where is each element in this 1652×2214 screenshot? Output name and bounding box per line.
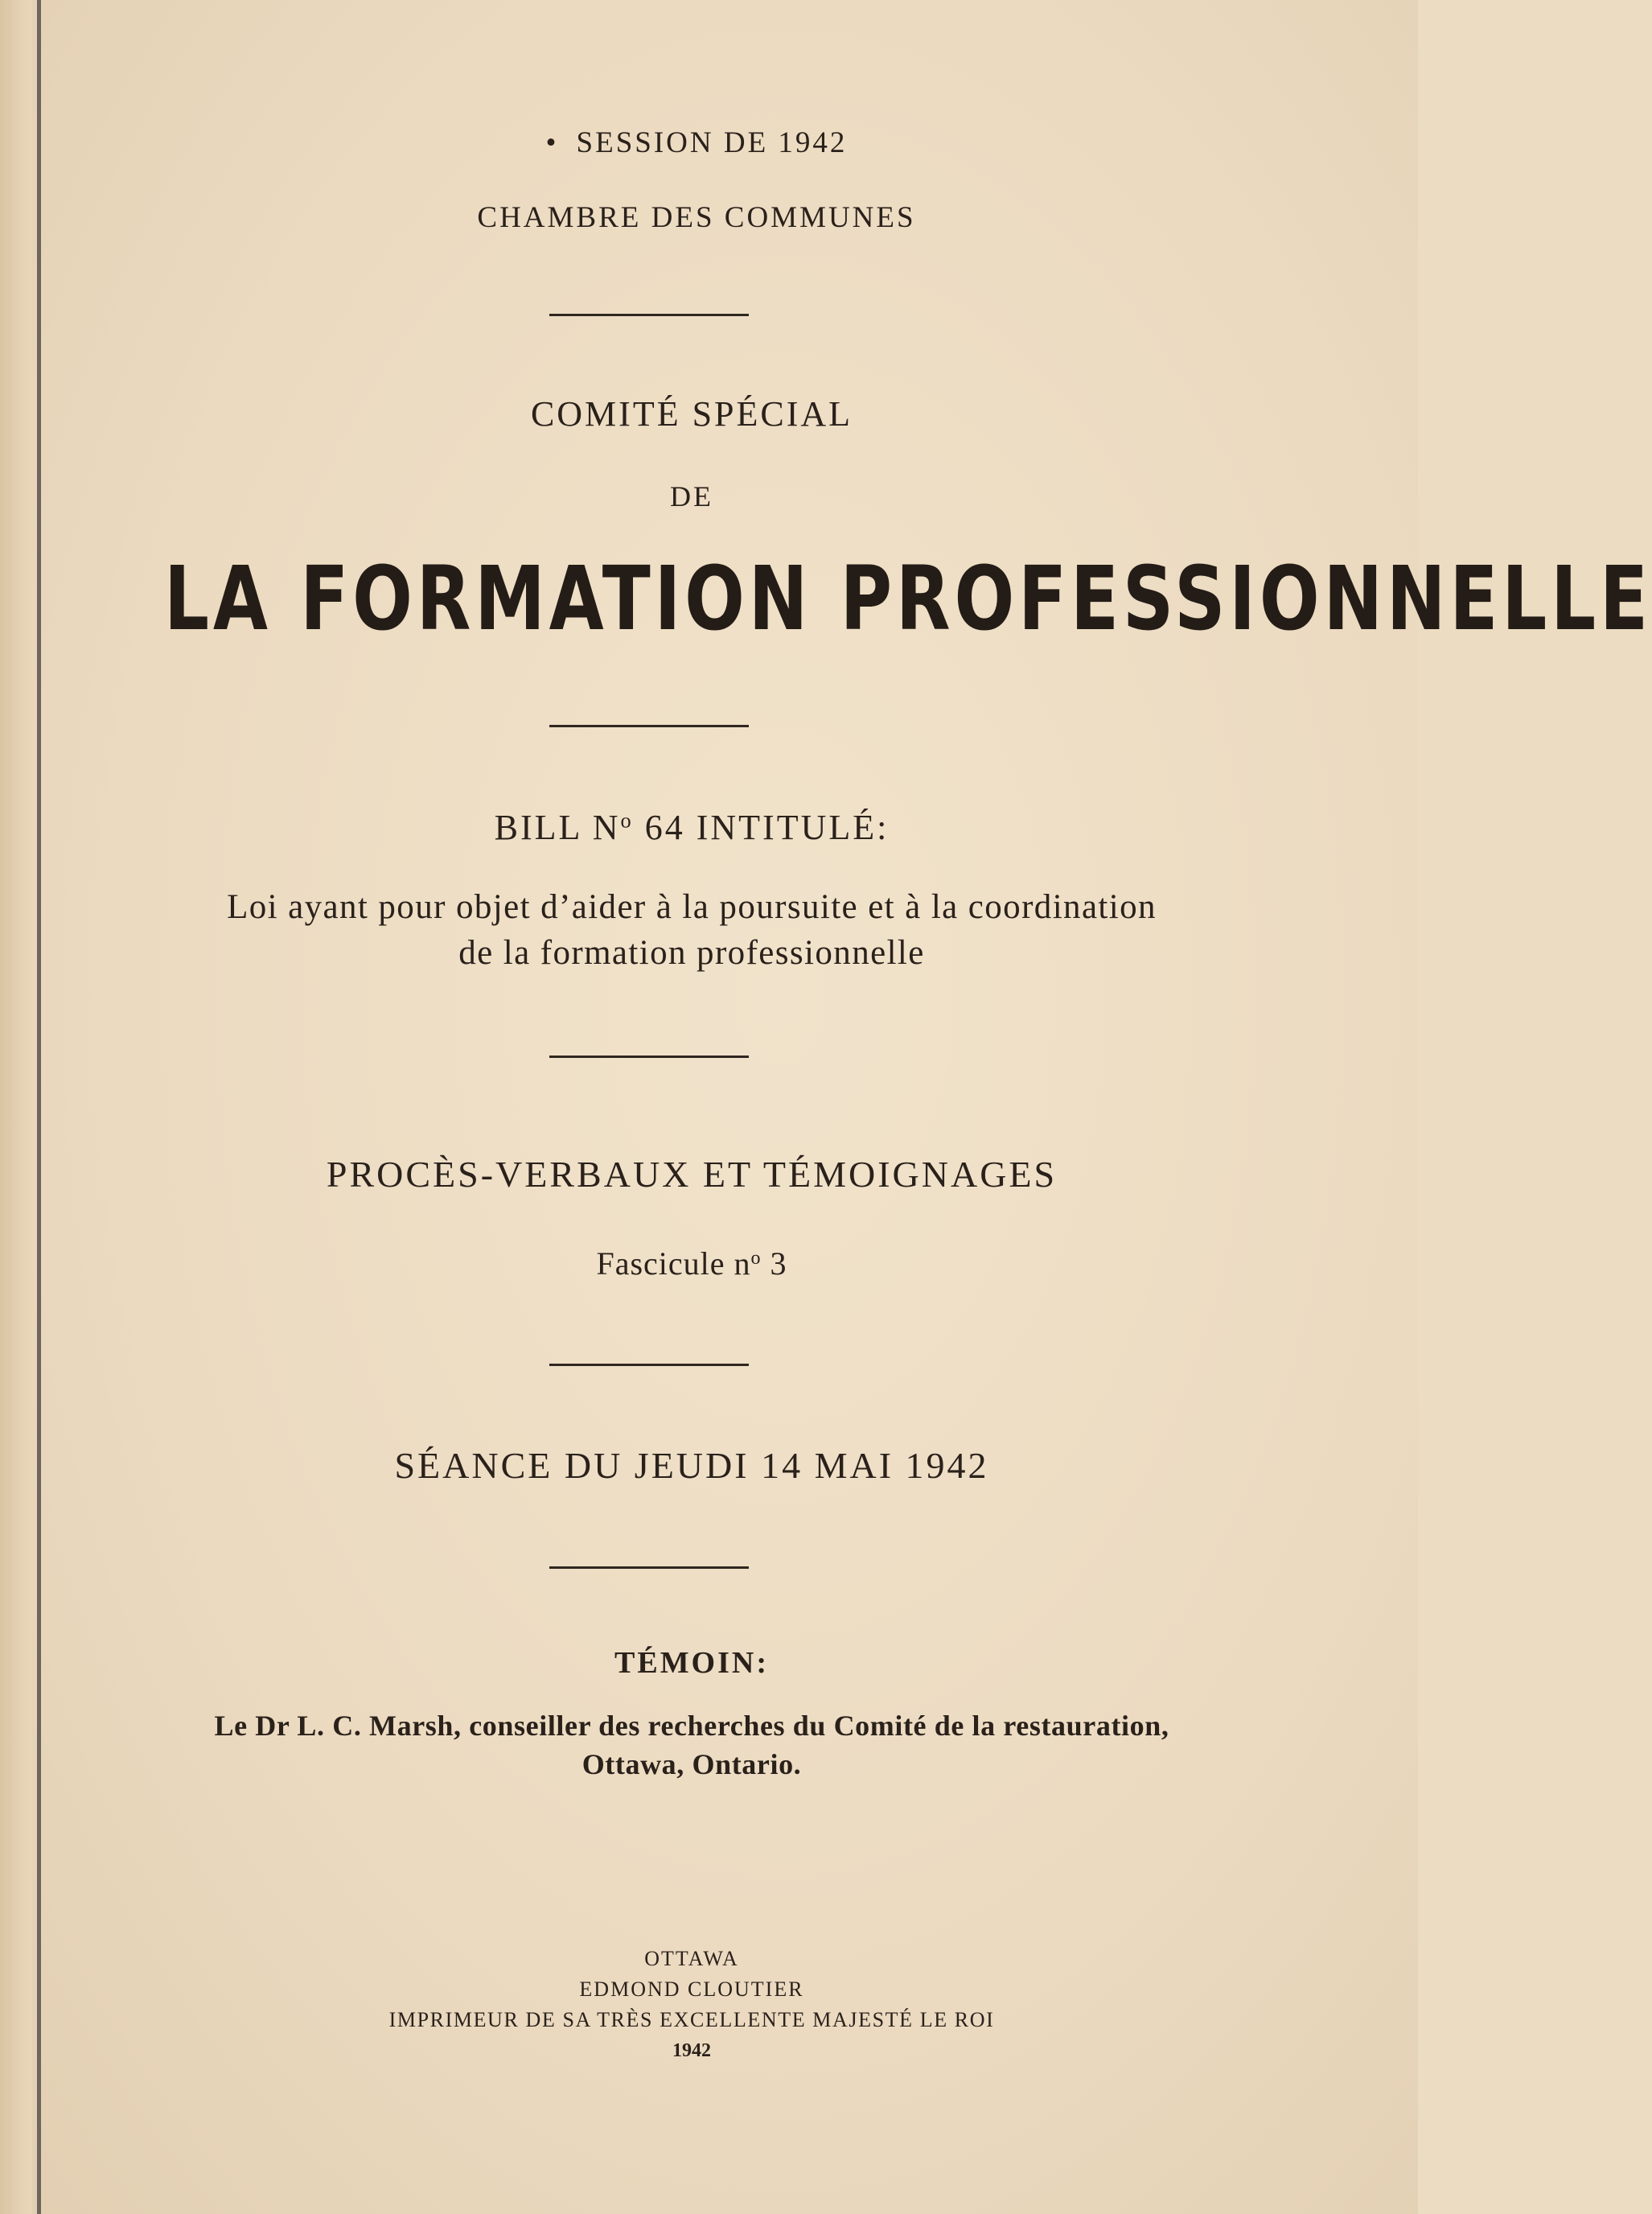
- fascicule-prefix: Fascicule n: [596, 1245, 751, 1282]
- bill-heading-prefix: BILL N: [494, 808, 621, 847]
- bill-heading-sup: o: [620, 808, 634, 833]
- witness-heading: TÉMOIN:: [614, 1646, 769, 1680]
- proceedings-title: PROCÈS-VERBAUX ET TÉMOIGNAGES: [326, 1154, 1058, 1195]
- divider-rule: [549, 314, 749, 316]
- imprint-printer: EDMOND CLOUTIER: [579, 1977, 804, 2001]
- fascicule-line: [32, 1245, 1351, 1282]
- committee-title: LA FORMATION PROFESSIONNELLE: [164, 547, 1652, 650]
- fascicule-suffix: 3: [761, 1245, 787, 1282]
- divider-rule: [549, 1056, 749, 1058]
- session-text: SESSION DE 1942: [576, 126, 848, 159]
- imprint-title: IMPRIMEUR DE SA TRÈS EXCELLENTE MAJESTÉ LE ROI: [388, 2008, 995, 2031]
- imprint-year: 1942: [672, 2040, 711, 2061]
- divider-rule: [549, 1566, 749, 1569]
- imprint-city: OTTAWA: [644, 1947, 739, 1970]
- bullet-mark: •: [545, 126, 559, 159]
- witness-line-2: Ottawa, Ontario.: [581, 1748, 802, 1780]
- committee-line-2: DE: [670, 480, 713, 512]
- sitting-title: SÉANCE DU JEUDI 14 MAI 1942: [394, 1445, 989, 1486]
- session-line: [32, 126, 1356, 160]
- bill-heading: [32, 807, 1351, 848]
- chamber-line: CHAMBRE DES COMMUNES: [477, 201, 916, 234]
- committee-title-wrap: [32, 547, 1652, 650]
- witness-line-1: Le Dr L. C. Marsh, conseiller des recherches du Comité de la restauration,: [214, 1710, 1169, 1742]
- bill-description-line-1: Loi ayant pour objet d’aider à la poursuite et à la coordination: [227, 888, 1157, 926]
- binding-margin-line: [37, 0, 41, 2214]
- page-binding-shadow: [0, 0, 32, 2214]
- bill-heading-suffix: 64 INTITULÉ:: [633, 808, 890, 847]
- divider-rule: [549, 1364, 749, 1366]
- bill-description-line-2: de la formation professionnelle: [458, 934, 925, 972]
- divider-rule: [549, 725, 749, 727]
- fascicule-sup: o: [750, 1247, 762, 1269]
- committee-line-1: COMITÉ SPÉCIAL: [530, 394, 853, 434]
